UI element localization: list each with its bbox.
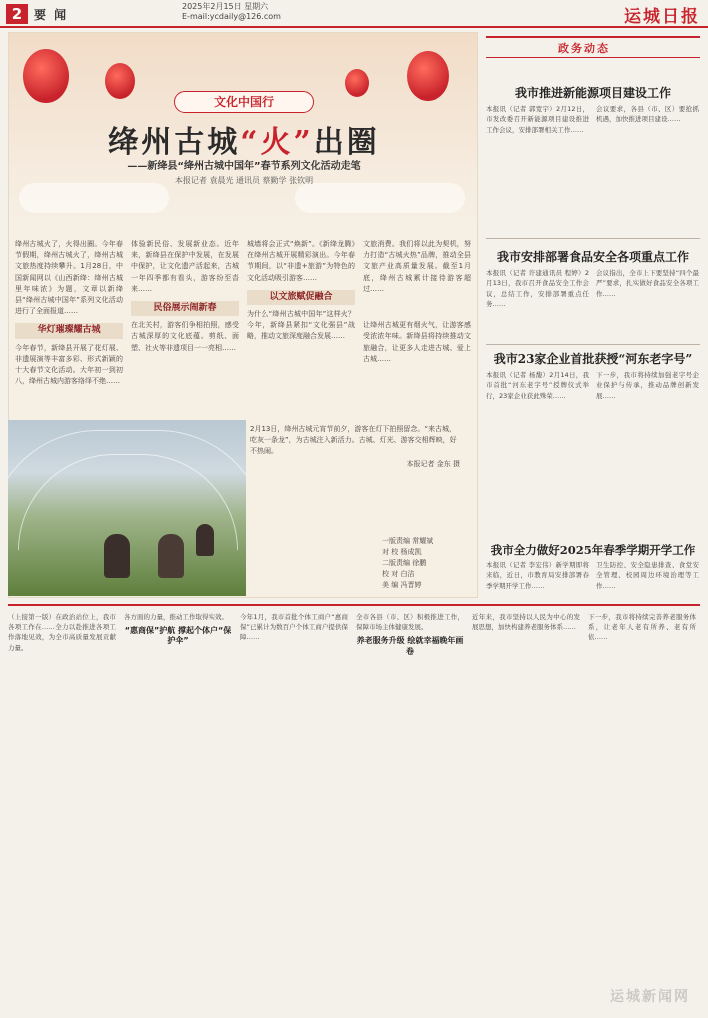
lantern-small-icon [345, 69, 369, 97]
newspaper-logo: 运城日报 [624, 7, 700, 27]
subheading: 养老服务升级 绘就幸福晚年画卷 [356, 636, 464, 656]
paragraph: 各方面的力量，推动工作取得实效。 [124, 613, 228, 621]
paragraph: 今年春节，新绛县开展了花灯展、非遗展演等丰富多彩、形式新颖的十大春节文化活动。大年初一到初八，绛州古城内游客络绎不绝…… [15, 343, 123, 386]
bottom-news-section [8, 604, 700, 1012]
paragraph: 全市各县（市、区）积极推进工作，保障市场主体健康发展。 [356, 613, 464, 632]
feature-subtitle: ——新绛县“绛州古城中国年”春节系列文化活动走笔 [127, 161, 361, 172]
page-number: 2 [6, 4, 28, 24]
farmer-figure [158, 534, 184, 578]
credit-row [382, 547, 474, 558]
paragraph: 为什么“绛州古城中国年”这样火？今年，新绛县紧扣“文化强县”战略，推动文旅深度融合发展…… [247, 310, 355, 341]
watermark: 运城新闻网 [610, 989, 690, 1005]
credit-person: 杨成凯 [400, 548, 422, 556]
divider [486, 344, 700, 345]
feature-column-4 [363, 239, 471, 365]
cloud-decor [19, 183, 169, 213]
lantern-left-icon [23, 49, 69, 103]
title-highlight: “火” [240, 125, 314, 160]
credit-row [382, 569, 474, 580]
news-briefs-column [486, 32, 700, 598]
email[interactable]: E-mail:ycdaily@126.com [182, 12, 281, 21]
paragraph: 今年1月，我市首批个体工商户“惠商保”已累计为数百户个体工商户提供保障…… [240, 613, 348, 642]
lantern-mid-icon [105, 63, 135, 99]
feature-column-3 [247, 239, 355, 343]
paragraph: 近年来，我市坚持以人民为中心的发展思想，加快构建养老服务体系…… [472, 613, 580, 632]
farmer-figure [104, 534, 130, 578]
credit-role: 美 编 [382, 581, 399, 589]
lantern-right-icon [407, 51, 449, 101]
bottom-column-5 [472, 612, 580, 1012]
credit-person: 徐鹏 [412, 559, 427, 567]
credit-person: 白洁 [400, 570, 415, 578]
subheading: 民俗展示闹新春 [131, 301, 239, 316]
feature-column-2 [131, 239, 239, 354]
cloud-decor [295, 183, 465, 213]
paragraph: 体验新民俗、发展新业态。近年来，新绛县在保护中发展，在发展中保护，让文化遗产活起来，古城一年四季都有看头，游客纷至沓来…… [131, 240, 239, 293]
credit-role: 对 校 [382, 548, 399, 556]
title-part: 绛州古城 [108, 125, 241, 160]
article-body: 本报讯（记者 郭宽宇）2月12日，市发改委召开新能源项目建设推进工作会议，安排部署相关工作…… [486, 105, 589, 134]
photo-credit: 本报记者 金东 摄 [406, 460, 460, 468]
bottom-column-2 [124, 612, 232, 1012]
section-box-header [486, 36, 700, 58]
article-title[interactable]: 我市安排部署食品安全各项重点工作 [496, 250, 689, 264]
article-body: 会议要求，各县（市、区）要抢抓机遇，加快推进项目建设…… [596, 105, 699, 124]
page-header [0, 0, 708, 28]
credit-role: 校 对 [382, 570, 399, 578]
divider [486, 238, 700, 239]
section-name: 要 闻 [34, 8, 69, 22]
subheading: 华灯璀璨耀古城 [15, 323, 123, 338]
article-body: 下一步，我市将持续加强老字号企业保护与传承，推动品牌创新发展…… [596, 371, 699, 400]
section-box-title: 政务动态 [558, 42, 610, 55]
bottom-column-3 [240, 612, 348, 1012]
feature-banner [9, 33, 478, 223]
article-title[interactable]: 我市23家企业首批获授“河东老字号” [493, 352, 693, 366]
subheading: 以文旅赋促融合 [247, 290, 355, 305]
paragraph: 文旅消费。我们将以此为契机，努力打造“古城火热”品牌，推动全县文旅产业高质量发展。截至1月底，绛州古城累计接待游客超过…… [363, 240, 471, 293]
paragraph: 在北关村，游客们争相拍照，感受古城深厚的文化底蕴。剪纸、面塑、社火等非遗项目一一亮相…… [131, 321, 239, 352]
feature-column-1 [15, 239, 123, 387]
paragraph: 下一步，我市将持续完善养老服务体系，让老年人老有所养、老有所依…… [588, 613, 696, 642]
article-body: 本报讯（记者 许建通讯员 程婷）2月13日，我市召开食品安全工作会议，总结工作，安排部署重点任务…… [486, 269, 589, 309]
article-title[interactable]: 我市推进新能源项目建设工作 [514, 86, 671, 100]
issue-info [182, 2, 281, 22]
editor-credits [382, 536, 474, 591]
greenhouse-photo [8, 420, 246, 596]
farmer-figure [196, 524, 214, 556]
bottom-column-1 [8, 612, 116, 1012]
credit-role: 二版责编 [382, 559, 410, 567]
bottom-column-6 [588, 612, 696, 1012]
paragraph: 绛州古城火了，火得出圈。今年春节假期，绛州古城火了，绛州古城文旅热度持续攀升。1月28日，中国新闻网以《山西新绛：绛州古城里年味浓》为题，文章以新绛县“绛州古城中国年”系列文化活动进行了全面报道…… [15, 240, 123, 316]
paragraph: （上接第一版）在政治站位上，我市各项工作在……全力以赴推进各项工作落地见效，为全市高质量发展贡献力量。 [8, 613, 116, 652]
title-part: 出圈 [313, 125, 380, 160]
credit-person: 冯晋婷 [400, 581, 422, 589]
credit-row [382, 536, 474, 547]
article-body: 本报讯（记者 李宏伟）新学期即将来临，近日，市教育局安排部署春季学期开学工作…… [486, 561, 589, 590]
feature-byline: 本报记者 袁晨光 通讯员 蔡勤学 张钦明 [174, 176, 314, 185]
credit-person: 常耀斌 [412, 537, 434, 545]
issue-date: 2025年2月15日 星期六 [182, 2, 269, 11]
paragraph: 让绛州古城更有烟火气，让游客感受浓浓年味。新绛县将持续推动文旅融合，让更多人走进古城、爱上古城…… [363, 321, 471, 363]
article-body: 本报讯（记者 杨馥）2月14日，我市首批“河东老字号”授牌仪式举行，23家企业获此殊荣…… [486, 371, 589, 400]
bottom-column-4 [356, 612, 464, 1012]
article-title[interactable]: 我市全力做好2025年春季学期开学工作 [486, 538, 700, 558]
credit-role: 一版责编 [382, 537, 410, 545]
caption-text: 2月13日，绛州古城元宵节前夕，游客在灯下拍照留念。“来古城，吃灰一条龙”，为古城注入新活力。古城、灯光、游客交相辉映，好不热闹。 [250, 425, 457, 455]
article-body: 会议指出，全市上下要坚持“四个最严”要求，扎实做好食品安全各项工作…… [596, 269, 699, 298]
subheading: “惠商保”护航 撑起个体户“保护伞” [124, 626, 232, 646]
feature-title [9, 117, 478, 161]
paragraph: 城墙将会正式“焕新”。《新绛龙腾》在绛州古城开展精彩演出。今年春节期间，以“非遗+旅游”为特色的文化活动吸引游客…… [247, 240, 355, 282]
feature-kicker: 文化中国行 [174, 91, 314, 113]
article-body: 卫生防控、安全隐患排查、食堂安全管理、校园周边环境治理等工作…… [596, 561, 699, 590]
credit-row [382, 558, 474, 569]
credit-row [382, 580, 474, 591]
photo-caption [250, 424, 460, 470]
